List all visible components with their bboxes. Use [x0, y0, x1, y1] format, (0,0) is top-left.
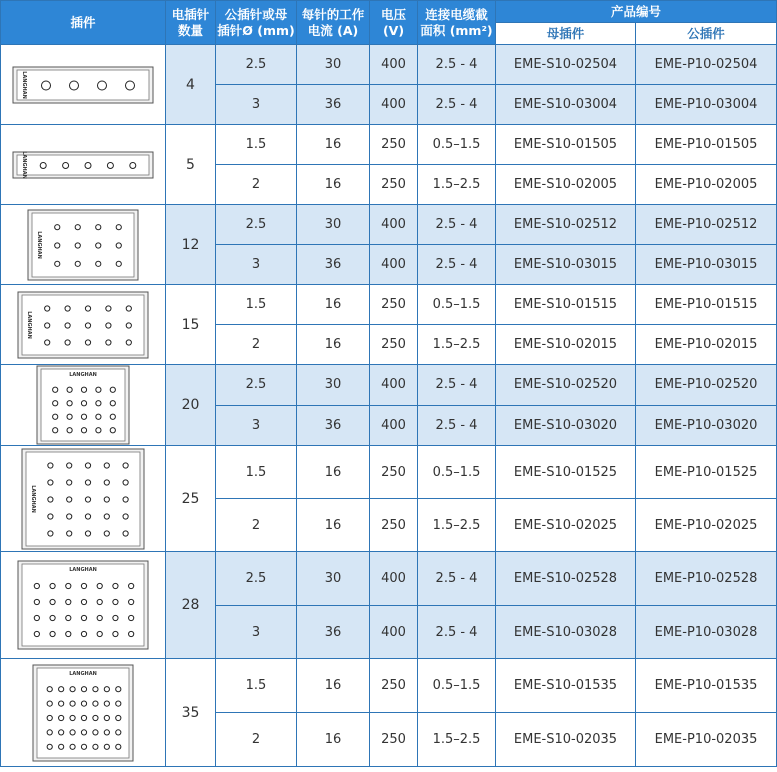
current-cell: 16 — [297, 659, 370, 713]
connector-image-15-pin — [17, 291, 149, 359]
header-cross-section: 连接电缆截 面积 (mm²) — [418, 1, 496, 45]
pin-hole — [96, 414, 101, 419]
pin-hole — [85, 322, 90, 327]
table-row — [1, 365, 777, 406]
svg-text:LANGHAN: LANGHAN — [30, 484, 36, 513]
pin-hole — [130, 162, 136, 168]
pin-hole — [85, 496, 90, 501]
current-cell: 30 — [297, 45, 370, 85]
pin-hole — [81, 631, 86, 636]
pin-diameter-cell: 2.5 — [216, 45, 297, 85]
connector-image-cell — [1, 205, 166, 285]
pin-diameter-cell: 2 — [216, 499, 297, 552]
female-part-cell: EME-S10-01515 — [496, 285, 636, 325]
svg-text:LANGHAN: LANGHAN — [69, 372, 97, 378]
voltage-cell: 400 — [370, 552, 418, 606]
pin-hole — [53, 428, 58, 433]
pin-hole — [110, 414, 115, 419]
pin-hole — [93, 686, 98, 691]
connector-image-cell — [1, 446, 166, 552]
pin-hole — [55, 242, 60, 247]
male-part-cell: EME-P10-02035 — [636, 713, 777, 767]
header-male: 公插件 — [636, 23, 777, 45]
voltage-cell: 400 — [370, 365, 418, 406]
svg-text:LANGHAN: LANGHAN — [36, 230, 42, 259]
pin-hole — [81, 428, 86, 433]
pin-hole — [40, 162, 46, 168]
pin-hole — [113, 599, 118, 604]
pin-diameter-cell: 3 — [216, 405, 297, 446]
pin-hole — [123, 479, 128, 484]
connector-image-28-pin — [17, 560, 149, 650]
cross-section-cell: 0.5–1.5 — [418, 659, 496, 713]
pin-hole — [59, 744, 64, 749]
pin-hole — [48, 496, 53, 501]
pin-hole — [45, 339, 50, 344]
male-part-cell: EME-P10-03028 — [636, 606, 777, 659]
female-part-cell: EME-S10-01505 — [496, 125, 636, 165]
pin-hole — [104, 744, 109, 749]
pin-hole — [34, 583, 39, 588]
pin-hole — [97, 599, 102, 604]
pin-hole — [75, 224, 80, 229]
current-cell: 36 — [297, 606, 370, 659]
cross-section-cell: 2.5 - 4 — [418, 245, 496, 285]
pin-hole — [98, 81, 107, 90]
cross-section-cell: 2.5 - 4 — [418, 85, 496, 125]
cross-section-cell: 2.5 - 4 — [418, 606, 496, 659]
pin-hole — [81, 615, 86, 620]
pin-hole — [34, 631, 39, 636]
pin-hole — [110, 428, 115, 433]
header-pin-count: 电插针 数量 — [166, 1, 216, 45]
pin-hole — [93, 715, 98, 720]
pin-count-cell: 28 — [166, 552, 216, 659]
pin-hole — [123, 530, 128, 535]
pin-hole — [81, 686, 86, 691]
connector-image-35-pin — [32, 664, 134, 762]
male-part-cell: EME-P10-02512 — [636, 205, 777, 245]
pin-hole — [42, 81, 51, 90]
pin-hole — [113, 583, 118, 588]
pin-hole — [93, 744, 98, 749]
cross-section-cell: 2.5 - 4 — [418, 365, 496, 406]
pin-hole — [116, 701, 121, 706]
table-row — [1, 552, 777, 606]
pin-diameter-cell: 2 — [216, 713, 297, 767]
pin-diameter-cell: 1.5 — [216, 285, 297, 325]
pin-hole — [48, 513, 53, 518]
voltage-cell: 250 — [370, 125, 418, 165]
pin-hole — [55, 224, 60, 229]
connector-image-cell — [1, 125, 166, 205]
male-part-cell: EME-P10-03004 — [636, 85, 777, 125]
male-part-cell: EME-P10-02015 — [636, 325, 777, 365]
female-part-cell: EME-S10-02528 — [496, 552, 636, 606]
voltage-cell: 400 — [370, 85, 418, 125]
pin-hole — [85, 479, 90, 484]
pin-hole — [116, 242, 121, 247]
female-part-cell: EME-S10-02504 — [496, 45, 636, 85]
male-part-cell: EME-P10-01535 — [636, 659, 777, 713]
pin-hole — [34, 615, 39, 620]
pin-hole — [104, 701, 109, 706]
pin-hole — [67, 496, 72, 501]
voltage-cell: 400 — [370, 205, 418, 245]
table-row — [1, 45, 777, 85]
table-row — [1, 285, 777, 325]
female-part-cell: EME-S10-02015 — [496, 325, 636, 365]
pin-hole — [85, 162, 91, 168]
female-part-cell: EME-S10-01525 — [496, 446, 636, 499]
pin-hole — [67, 414, 72, 419]
female-part-cell: EME-S10-03015 — [496, 245, 636, 285]
current-cell: 30 — [297, 205, 370, 245]
voltage-cell: 250 — [370, 165, 418, 205]
female-part-cell: EME-S10-02512 — [496, 205, 636, 245]
pin-hole — [113, 615, 118, 620]
table-row — [1, 659, 777, 713]
pin-hole — [104, 686, 109, 691]
pin-hole — [106, 322, 111, 327]
cross-section-cell: 1.5–2.5 — [418, 325, 496, 365]
pin-hole — [67, 401, 72, 406]
pin-hole — [126, 81, 135, 90]
table-row — [1, 446, 777, 499]
pin-hole — [47, 686, 52, 691]
header-current: 每针的工作 电流 (A) — [297, 1, 370, 45]
pin-hole — [104, 715, 109, 720]
header-pin-diameter: 公插针或母 插针Ø (mm) — [216, 1, 297, 45]
pin-hole — [97, 583, 102, 588]
pin-hole — [81, 715, 86, 720]
cross-section-cell: 2.5 - 4 — [418, 405, 496, 446]
pin-hole — [59, 715, 64, 720]
pin-hole — [47, 744, 52, 749]
pin-diameter-cell: 3 — [216, 606, 297, 659]
cross-section-cell: 2.5 - 4 — [418, 552, 496, 606]
current-cell: 16 — [297, 285, 370, 325]
female-part-cell: EME-S10-02035 — [496, 713, 636, 767]
pin-diameter-cell: 2.5 — [216, 205, 297, 245]
pin-hole — [50, 615, 55, 620]
pin-hole — [50, 631, 55, 636]
pin-hole — [123, 513, 128, 518]
female-part-cell: EME-S10-02025 — [496, 499, 636, 552]
pin-hole — [126, 305, 131, 310]
pin-hole — [70, 729, 75, 734]
pin-hole — [104, 462, 109, 467]
male-part-cell: EME-P10-02520 — [636, 365, 777, 406]
female-part-cell: EME-S10-02520 — [496, 365, 636, 406]
current-cell: 16 — [297, 713, 370, 767]
header-voltage: 电压 (V) — [370, 1, 418, 45]
pin-hole — [106, 339, 111, 344]
connector-image-5-pin — [12, 151, 154, 179]
pin-hole — [59, 729, 64, 734]
cross-section-cell: 2.5 - 4 — [418, 45, 496, 85]
pin-hole — [110, 401, 115, 406]
connector-image-cell — [1, 552, 166, 659]
current-cell: 16 — [297, 165, 370, 205]
pin-hole — [48, 479, 53, 484]
male-part-cell: EME-P10-03015 — [636, 245, 777, 285]
voltage-cell: 400 — [370, 245, 418, 285]
pin-diameter-cell: 1.5 — [216, 446, 297, 499]
pin-hole — [53, 401, 58, 406]
header-female: 母插件 — [496, 23, 636, 45]
pin-hole — [81, 729, 86, 734]
connector-image-12-pin — [27, 209, 139, 281]
pin-hole — [96, 428, 101, 433]
pin-hole — [67, 462, 72, 467]
voltage-cell: 400 — [370, 45, 418, 85]
pin-hole — [104, 530, 109, 535]
pin-hole — [110, 387, 115, 392]
current-cell: 30 — [297, 365, 370, 406]
pin-count-cell: 4 — [166, 45, 216, 125]
pin-hole — [75, 261, 80, 266]
female-part-cell: EME-S10-01535 — [496, 659, 636, 713]
pin-hole — [93, 701, 98, 706]
pin-diameter-cell: 2.5 — [216, 552, 297, 606]
pin-count-cell: 25 — [166, 446, 216, 552]
pin-hole — [104, 513, 109, 518]
pin-hole — [70, 81, 79, 90]
pin-hole — [67, 387, 72, 392]
current-cell: 36 — [297, 245, 370, 285]
pin-hole — [106, 305, 111, 310]
pin-diameter-cell: 2.5 — [216, 365, 297, 406]
pin-hole — [107, 162, 113, 168]
pin-diameter-cell: 3 — [216, 245, 297, 285]
connector-image-cell — [1, 659, 166, 767]
connector-image-cell — [1, 365, 166, 446]
pin-diameter-cell: 2 — [216, 325, 297, 365]
pin-count-cell: 15 — [166, 285, 216, 365]
header-part-number: 产品编号 — [496, 1, 777, 23]
pin-hole — [97, 631, 102, 636]
voltage-cell: 250 — [370, 499, 418, 552]
pin-diameter-cell: 1.5 — [216, 659, 297, 713]
pin-hole — [67, 428, 72, 433]
female-part-cell: EME-S10-03020 — [496, 405, 636, 446]
pin-hole — [50, 599, 55, 604]
pin-hole — [48, 462, 53, 467]
voltage-cell: 250 — [370, 713, 418, 767]
table-row — [1, 125, 777, 165]
pin-hole — [116, 744, 121, 749]
table-row — [1, 205, 777, 245]
cross-section-cell: 1.5–2.5 — [418, 165, 496, 205]
pin-hole — [70, 744, 75, 749]
pin-hole — [85, 513, 90, 518]
pin-hole — [55, 261, 60, 266]
pin-hole — [116, 224, 121, 229]
male-part-cell: EME-P10-01505 — [636, 125, 777, 165]
pin-hole — [81, 401, 86, 406]
male-part-cell: EME-P10-01525 — [636, 446, 777, 499]
pin-hole — [59, 701, 64, 706]
female-part-cell: EME-S10-03004 — [496, 85, 636, 125]
pin-hole — [34, 599, 39, 604]
pin-hole — [81, 599, 86, 604]
pin-hole — [104, 479, 109, 484]
pin-count-cell: 35 — [166, 659, 216, 767]
connector-image-20-pin — [36, 365, 130, 445]
pin-hole — [93, 729, 98, 734]
voltage-cell: 250 — [370, 325, 418, 365]
pin-hole — [85, 462, 90, 467]
pin-hole — [45, 305, 50, 310]
pin-hole — [81, 744, 86, 749]
pin-hole — [53, 387, 58, 392]
pin-hole — [59, 686, 64, 691]
male-part-cell: EME-P10-02504 — [636, 45, 777, 85]
pin-hole — [97, 615, 102, 620]
current-cell: 16 — [297, 325, 370, 365]
pin-hole — [70, 715, 75, 720]
pin-hole — [85, 305, 90, 310]
pin-hole — [113, 631, 118, 636]
pin-hole — [116, 686, 121, 691]
pin-count-cell: 12 — [166, 205, 216, 285]
pin-hole — [116, 715, 121, 720]
cross-section-cell: 0.5–1.5 — [418, 446, 496, 499]
pin-hole — [85, 530, 90, 535]
pin-hole — [116, 729, 121, 734]
current-cell: 16 — [297, 446, 370, 499]
pin-hole — [66, 599, 71, 604]
pin-hole — [129, 583, 134, 588]
pin-hole — [123, 462, 128, 467]
pin-hole — [129, 615, 134, 620]
female-part-cell: EME-S10-03028 — [496, 606, 636, 659]
male-part-cell: EME-P10-02528 — [636, 552, 777, 606]
cross-section-cell: 2.5 - 4 — [418, 205, 496, 245]
current-cell: 36 — [297, 405, 370, 446]
voltage-cell: 400 — [370, 606, 418, 659]
svg-text:LANGHAN: LANGHAN — [21, 70, 27, 99]
pin-hole — [96, 224, 101, 229]
pin-hole — [48, 530, 53, 535]
voltage-cell: 400 — [370, 405, 418, 446]
pin-hole — [96, 242, 101, 247]
pin-hole — [81, 414, 86, 419]
connector-image-25-pin — [21, 448, 145, 550]
connector-image-cell — [1, 45, 166, 125]
pin-hole — [129, 631, 134, 636]
current-cell: 16 — [297, 499, 370, 552]
male-part-cell: EME-P10-01515 — [636, 285, 777, 325]
pin-diameter-cell: 2 — [216, 165, 297, 205]
pin-count-cell: 20 — [166, 365, 216, 446]
pin-hole — [67, 530, 72, 535]
pin-hole — [96, 387, 101, 392]
voltage-cell: 250 — [370, 285, 418, 325]
voltage-cell: 250 — [370, 659, 418, 713]
pin-hole — [126, 339, 131, 344]
connector-image-cell — [1, 285, 166, 365]
pin-hole — [63, 162, 69, 168]
pin-hole — [50, 583, 55, 588]
male-part-cell: EME-P10-03020 — [636, 405, 777, 446]
pin-hole — [67, 513, 72, 518]
pin-hole — [81, 583, 86, 588]
pin-hole — [104, 729, 109, 734]
pin-hole — [65, 322, 70, 327]
pin-hole — [70, 686, 75, 691]
female-part-cell: EME-S10-02005 — [496, 165, 636, 205]
male-part-cell: EME-P10-02005 — [636, 165, 777, 205]
connector-image-4-pin — [12, 66, 154, 104]
cross-section-cell: 0.5–1.5 — [418, 125, 496, 165]
header-connector: 插件 — [1, 1, 166, 45]
pin-hole — [66, 583, 71, 588]
pin-hole — [123, 496, 128, 501]
pin-hole — [81, 387, 86, 392]
pin-hole — [75, 242, 80, 247]
svg-text:LANGHAN: LANGHAN — [69, 670, 97, 677]
pin-hole — [70, 701, 75, 706]
pin-hole — [129, 599, 134, 604]
pin-hole — [126, 322, 131, 327]
cross-section-cell: 1.5–2.5 — [418, 713, 496, 767]
current-cell: 30 — [297, 552, 370, 606]
pin-hole — [67, 479, 72, 484]
pin-hole — [47, 701, 52, 706]
pin-hole — [65, 305, 70, 310]
current-cell: 16 — [297, 125, 370, 165]
cross-section-cell: 0.5–1.5 — [418, 285, 496, 325]
pin-hole — [65, 339, 70, 344]
pin-hole — [96, 401, 101, 406]
pin-hole — [47, 715, 52, 720]
pin-hole — [81, 701, 86, 706]
pin-hole — [104, 496, 109, 501]
pin-hole — [66, 631, 71, 636]
pin-hole — [53, 414, 58, 419]
voltage-cell: 250 — [370, 446, 418, 499]
pin-hole — [96, 261, 101, 266]
svg-text:LANGHAN: LANGHAN — [21, 150, 27, 179]
pin-hole — [66, 615, 71, 620]
pin-diameter-cell: 3 — [216, 85, 297, 125]
pin-hole — [45, 322, 50, 327]
current-cell: 36 — [297, 85, 370, 125]
svg-text:LANGHAN: LANGHAN — [26, 310, 32, 339]
pin-count-cell: 5 — [166, 125, 216, 205]
pin-hole — [47, 729, 52, 734]
cross-section-cell: 1.5–2.5 — [418, 499, 496, 552]
pin-hole — [116, 261, 121, 266]
pin-diameter-cell: 1.5 — [216, 125, 297, 165]
male-part-cell: EME-P10-02025 — [636, 499, 777, 552]
pin-hole — [85, 339, 90, 344]
svg-text:LANGHAN: LANGHAN — [69, 567, 97, 573]
